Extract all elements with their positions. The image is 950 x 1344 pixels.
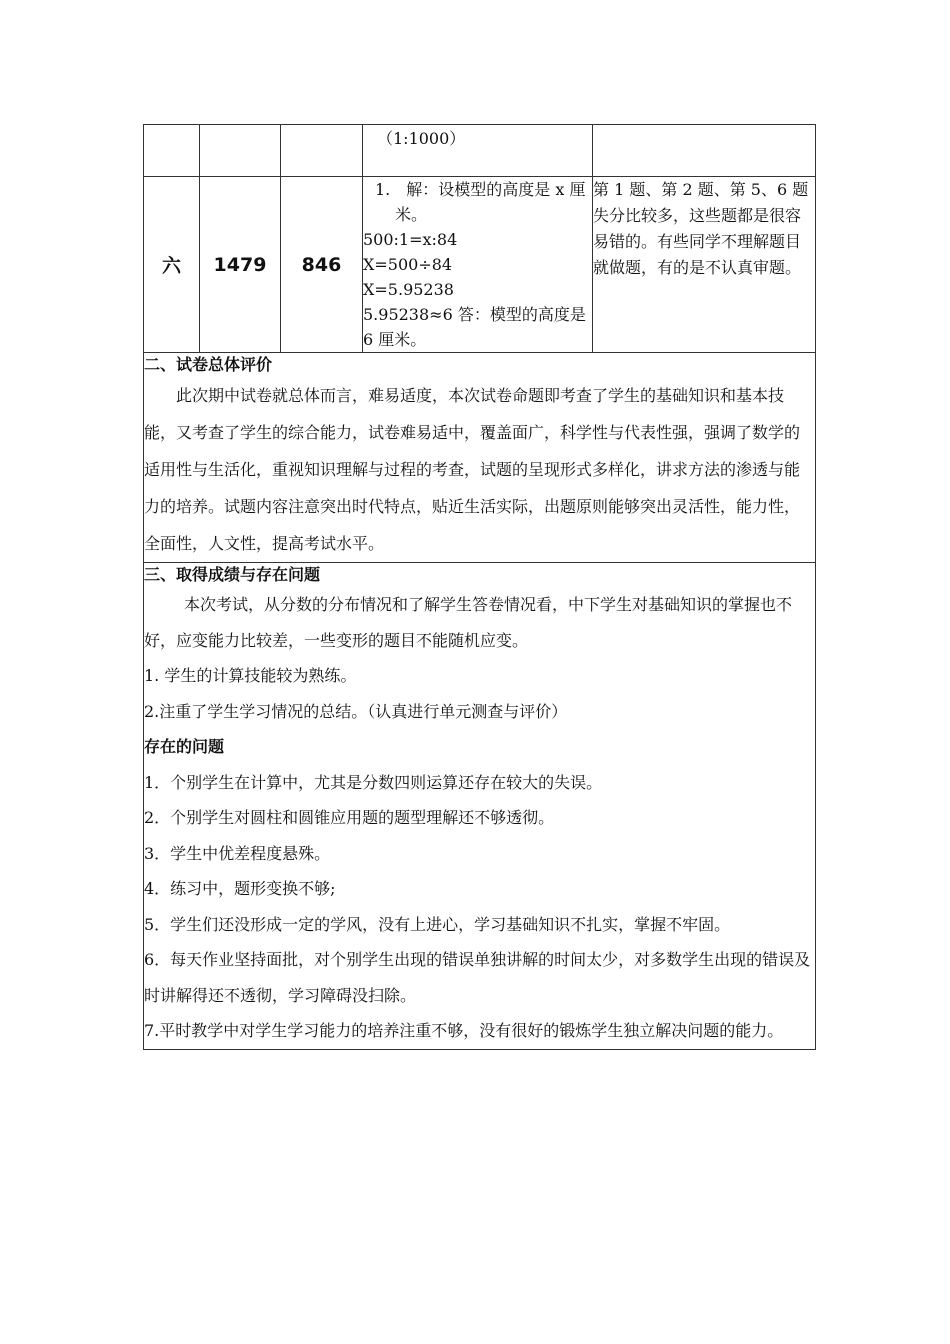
problem-item: 6．每天作业坚持面批，对个别学生出现的错误单独讲解的时间太少，对多数学生出现的错误及时讲解得还不透彻，学习障碍没扫除。 xyxy=(144,950,811,1005)
section2-title: 二、试卷总体评价 xyxy=(144,355,273,374)
section-overall-evaluation xyxy=(144,353,816,563)
cell-empty xyxy=(281,125,363,177)
row-label: 六 xyxy=(144,177,200,353)
solution-cell xyxy=(363,177,593,353)
solution-fragment: （1:1000） xyxy=(363,125,593,177)
problem-item: 3．学生中优差程度悬殊。 xyxy=(144,843,331,863)
score-lost: 846 xyxy=(281,177,363,353)
solution-line: X=5.95238 xyxy=(363,280,454,299)
section2-body: 此次期中试卷就总体而言，难易适度，本次试卷命题即考查了学生的基础知识和基本技能，又考查了学生的综合能力，试卷难易适中，覆盖面广，科学性与代表性强，强调了数学的适用性与生活化，重视知识理解与过程的考查，试题的呈现形式多样化，讲求方法的渗透与能力的培养。试题内容注意突出时代特点，贴近生活实际，出题原则能够突出灵活性，能力性，全面性，人文性，提高考试水平。 xyxy=(144,386,801,553)
problems-title: 存在的问题 xyxy=(144,737,225,756)
analysis-note: 第 1 题、第 2 题、第 5、6 题失分比较多，这些题都是很容易错的。有些同学不理解题目就做题，有的是不认真审题。 xyxy=(593,177,816,353)
problem-item: 4．练习中，题形变换不够; xyxy=(144,879,336,898)
section2-cell xyxy=(144,353,816,563)
summary-table xyxy=(143,124,816,1050)
cell-empty xyxy=(593,125,816,177)
problem-item: 5．学生们还没形成一定的学风，没有上进心，学习基础知识不扎实，掌握不牢固。 xyxy=(144,914,731,934)
section3-cell xyxy=(144,563,816,1050)
score-total: 1479 xyxy=(200,177,281,353)
solution-line: X=500÷84 xyxy=(363,255,453,274)
table-row-six xyxy=(144,177,816,353)
section-results-problems xyxy=(144,563,816,1050)
achievement-item: 1. 学生的计算技能较为熟练。 xyxy=(144,666,357,685)
achievement-item: 2.注重了学生学习情况的总结。（认真进行单元测查与评价） xyxy=(144,701,568,721)
solution-line: 500:1=x:84 xyxy=(363,230,458,249)
problem-item: 2．个别学生对圆柱和圆锥应用题的题型理解还不够透彻。 xyxy=(144,808,555,827)
cell-empty xyxy=(144,125,200,177)
solution-line: 1. 解：设模型的高度是 x 厘米。 xyxy=(375,180,586,224)
section3-intro: 本次考试，从分数的分布情况和了解学生答卷情况看，中下学生对基础知识的掌握也不好，应变能力比较差，一些变形的题目不能随机应变。 xyxy=(144,595,793,650)
problem-item: 1．个别学生在计算中，尤其是分数四则运算还存在较大的失误。 xyxy=(144,772,603,792)
problem-item: 7.平时教学中对学生学习能力的培养注重不够，没有很好的锻炼学生独立解决问题的能力。 xyxy=(144,1021,784,1040)
solution-line: 5.95238≈6 答：模型的高度是 6 厘米。 xyxy=(363,305,586,349)
section3-title: 三、取得成绩与存在问题 xyxy=(144,565,321,584)
table-row-top xyxy=(144,125,816,177)
cell-empty xyxy=(200,125,281,177)
